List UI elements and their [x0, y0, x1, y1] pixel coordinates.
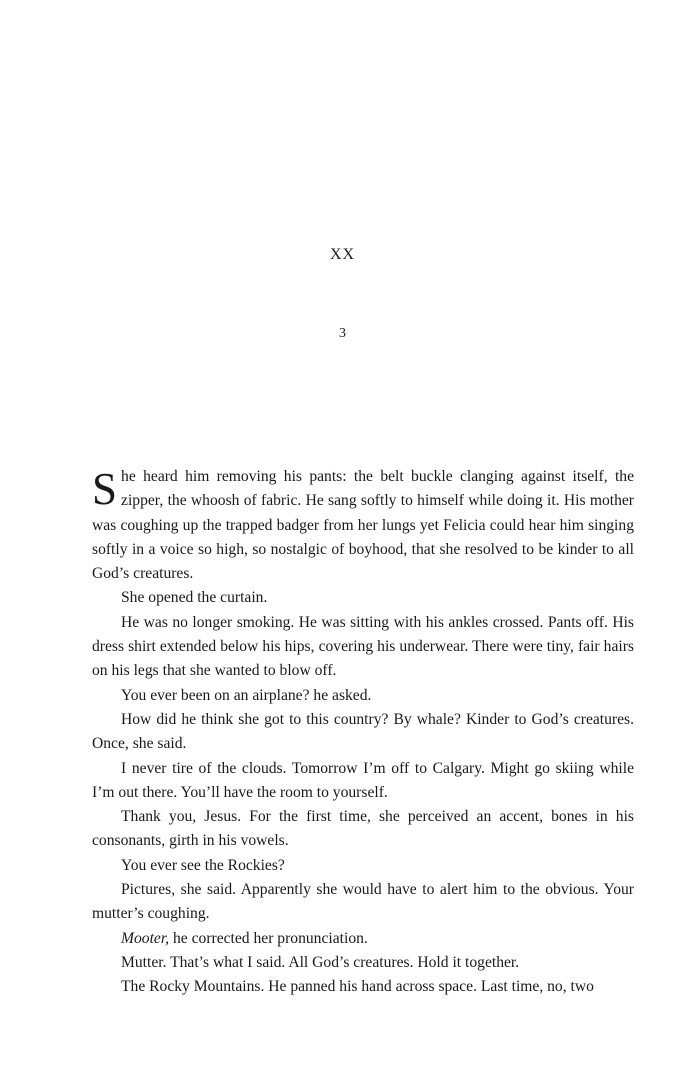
paragraph — [92, 465, 634, 586]
paragraph-text: he corrected her pronunciation. — [172, 929, 368, 947]
paragraph: Mutter. That’s what I said. All God’s creatures. Hold it together. — [121, 953, 520, 971]
paragraph: I never tire of the clouds. Tomorrow I’m off to Calgary. Might go skiing while I’m out there. You’ll have the room to yourself. — [92, 759, 634, 801]
paragraph-text: he heard him removing his pants: the belt buckle clanging against itself, the zipper, the whoosh of fabric. He sang softly to himself while doing it. His mother was coughing up the trapped badger from her lungs yet Felicia could hear him singing softly in a voice so high, so nostalgic of boyhood, that she resolved to be kinder to all God’s creatures. — [92, 468, 634, 583]
paragraph: Thank you, Jesus. For the first time, she perceived an accent, bones in his consonants, girth in his vowels. — [92, 808, 634, 850]
body-text — [92, 465, 634, 1000]
paragraph: She opened the curtain. — [121, 589, 268, 607]
paragraph: You ever been on an airplane? he asked. — [121, 686, 372, 704]
paragraph: He was no longer smoking. He was sitting with his ankles crossed. Pants off. His dress shirt extended below his hips, covering his underwear. There were tiny, fair hairs on his legs that she wanted to blow off. — [92, 613, 634, 680]
paragraph: You ever see the Rockies? — [121, 856, 285, 874]
paragraph: How did he think she got to this country? By whale? Kinder to God’s creatures. Once, she said. — [92, 710, 634, 753]
drop-cap: S — [92, 464, 118, 514]
italic-word: Mooter, — [121, 929, 170, 947]
paragraph: The Rocky Mountains. He panned his hand across space. Last time, no, two — [121, 978, 594, 996]
paragraph — [92, 927, 634, 951]
part-title: XX — [329, 246, 356, 263]
paragraph: Pictures, she said. Apparently she would have to alert him to the obvious. Your mutter’s coughing. — [92, 881, 634, 923]
chapter-number: 3 — [339, 326, 346, 341]
